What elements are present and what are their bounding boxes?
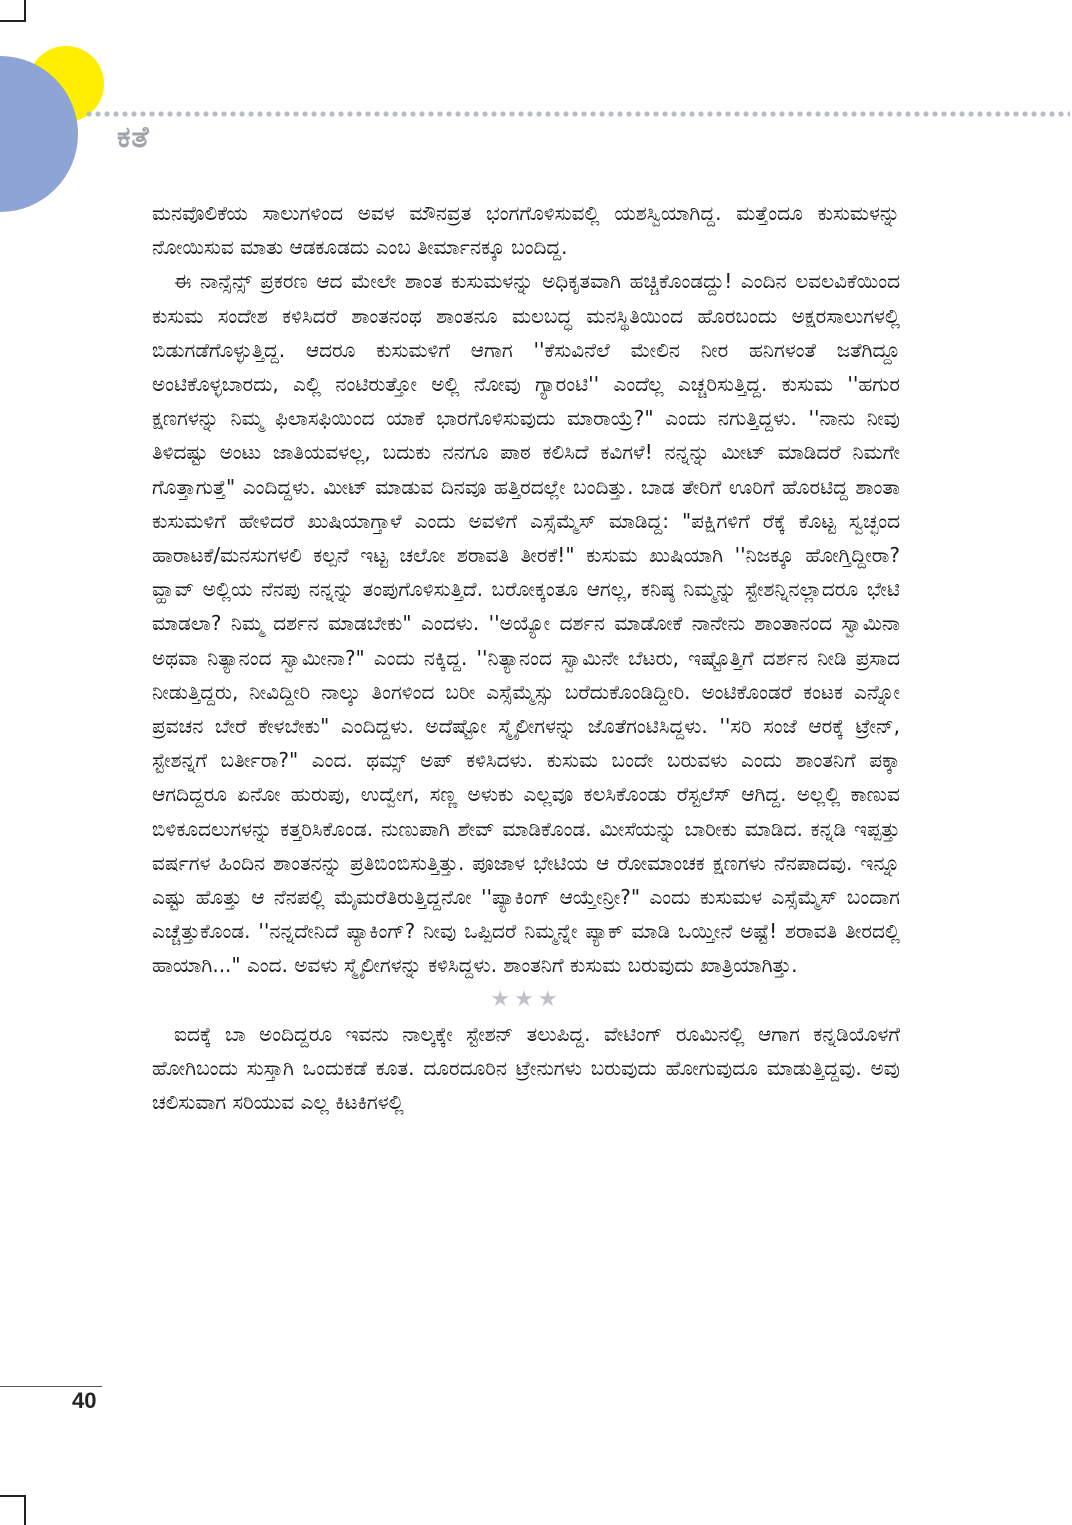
dotted-header-rule [86, 111, 1070, 119]
story-paragraph-3: ಐದಕ್ಕೆ ಬಾ ಅಂದಿದ್ದರೂ ಇವನು ನಾಲ್ಕಕ್ಕೇ ಸ್ಟೇಶನ್ ತಲುಪಿದ್ದ. ವೇಟಿಂಗ್ ರೂಮಿನಲ್ಲಿ ಆಗಾಗ ಕನ್ನಡಿಯೊಳಗೆ ಹೋಗಿಬಂದು ಸುಸ್ತಾಗಿ ಒಂದುಕಡೆ ಕೂತ. ದೂರದೂರಿನ ಟ್ರೇನುಗಳು ಬರುವುದು ಹೋಗುವುದೂ ಮಾಡುತ್ತಿದ್ದವು. ಅವು ಚಲಿಸುವಾಗ ಸರಿಯುವ ಎಲ್ಲ ಕಿಟಕಿಗಳಲ್ಲಿ [152, 1021, 900, 1115]
story-paragraph-1: ಮನವೊಲಿಕೆಯ ಸಾಲುಗಳಿಂದ ಅವಳ ಮೌನವ್ರತ ಭಂಗಗೊಳಿಸುವಲ್ಲಿ ಯಶಸ್ವಿಯಾಗಿದ್ದ. ಮತ್ತೆಂದೂ ಕುಸುಮಳನ್ನು ನೋಯಿಸುವ ಮಾತು ಆಡಕೂಡದು ಎಂಬ ತೀರ್ಮಾನಕ್ಕೂ ಬಂದಿದ್ದ. [152, 201, 900, 260]
crop-mark-bottom-horizontal [0, 1495, 26, 1497]
crop-mark-top-horizontal [0, 20, 26, 22]
footer-rule [0, 1386, 102, 1387]
crop-mark-top [24, 0, 26, 22]
section-separator-stars: ★★★ [490, 986, 562, 1012]
crop-mark-bottom [24, 1495, 26, 1525]
story-body [152, 196, 900, 1119]
page-number: 40 [72, 1388, 97, 1413]
section-label: ಕತೆ [117, 120, 150, 155]
story-paragraph-2: ಈ ನಾನ್ಸೆನ್ಸ್ ಪ್ರಕರಣ ಆದ ಮೇಲೇ ಶಾಂತ ಕುಸುಮಳನ್ನು ಅಧಿಕೃತವಾಗಿ ಹಚ್ಚಿಕೊಂಡದ್ದು! ಎಂದಿನ ಲವಲವಿಕೆಯಿಂದ ಕುಸುಮ ಸಂದೇಶ ಕಳಿಸಿದರೆ ಶಾಂತನಂಥ ಶಾಂತನೂ ಮಲಬದ್ಧ ಮನಸ್ಥಿತಿಯಿಂದ ಹೊರಬಂದು ಅಕ್ಷರಸಾಲುಗಳಲ್ಲಿ ಬಿಡುಗಡೆಗೊಳ್ಳುತ್ತಿದ್ದ. ಆದರೂ ಕುಸುಮಳಿಗೆ ಆಗಾಗ ''ಕೆಸುವಿನೆಲೆ ಮೇಲಿನ ನೀರ ಹನಿಗಳಂತೆ ಜತೆಗಿದ್ದೂ ಅಂಟಿಕೊಳ್ಳಬಾರದು, ಎಲ್ಲಿ ನಂಟಿರುತ್ತೋ ಅಲ್ಲಿ ನೋವು ಗ್ಯಾರಂಟಿ'' ಎಂದೆಲ್ಲ ಎಚ್ಚರಿಸುತ್ತಿದ್ದ. ಕುಸುಮ ''ಹಗುರ ಕ್ಷಣಗಳನ್ನು ನಿಮ್ಮ ಫಿಲಾಸಫಿಯಿಂದ ಯಾಕೆ ಭಾರಗೊಳಿಸುವುದು ಮಾರಾಯ್ರೆ?" ಎಂದು ನಗುತ್ತಿದ್ದಳು. ''ನಾನು ನೀವು ತಿಳಿದಷ್ಟು ಅಂಟು ಜಾತಿಯವಳಲ್ಲ, ಬದುಕು ನನಗೂ ಪಾಠ ಕಲಿಸಿದೆ ಕವಿಗಳೆ! ನನ್ನನ್ನು ಮೀಟ್ ಮಾಡಿದರೆ ನಿಮಗೇ ಗೊತ್ತಾಗುತ್ತೆ" ಎಂದಿದ್ದಳು. ಮೀಟ್ ಮಾಡುವ ದಿನವೂ ಹತ್ತಿರದಲ್ಲೇ ಬಂದಿತ್ತು. ಬಾಡ ತೇರಿಗೆ ಊರಿಗೆ ಹೊರಟಿದ್ದ ಶಾಂತಾ ಕುಸುಮಳಿಗೆ ಹೇಳಿದರೆ ಖುಷಿಯಾಗ್ತಾಳೆ ಎಂದು ಅವಳಿಗೆ ಎಸ್ಸೆಮ್ಮೆಸ್ ಮಾಡಿದ್ದ: "ಪಕ್ಷಿಗಳಿಗೆ ರೆಕ್ಕೆ ಕೊಟ್ಟ ಸ್ವಚ್ಛಂದ ಹಾರಾಟಕೆ/ಮನಸುಗಳಲಿ ಕಲ್ಪನೆ ಇಟ್ಟ ಚಲೋ ಶರಾವತಿ ತೀರಕೆ!" ಕುಸುಮ ಖುಷಿಯಾಗಿ ''ನಿಜಕ್ಕೂ ಹೋಗ್ತಿದ್ದೀರಾ? ವ್ಹಾವ್ ಅಲ್ಲಿಯ ನೆನಪು ನನ್ನನ್ನು ತಂಪುಗೊಳಿಸುತ್ತಿದೆ. ಬರೋಕ್ಕಂತೂ ಆಗಲ್ಲ, ಕನಿಷ್ಠ ನಿಮ್ಮನ್ನು ಸ್ಟೇಶನ್ನಿನಲ್ಲಾದರೂ ಭೇಟಿ ಮಾಡಲಾ? ನಿಮ್ಮ ದರ್ಶನ ಮಾಡಬೇಕು" ಎಂದಳು. ''ಅಯ್ಯೋ ದರ್ಶನ ಮಾಡೋಕೆ ನಾನೇನು ಶಾಂತಾನಂದ ಸ್ವಾಮಿನಾ ಅಥವಾ ನಿತ್ಯಾನಂದ ಸ್ವಾಮೀನಾ?" ಎಂದು ನಕ್ಕಿದ್ದ. ''ನಿತ್ಯಾನಂದ ಸ್ವಾಮಿನೇ ಬೆಟರು, ಇಷ್ಟೊತ್ತಿಗೆ ದರ್ಶನ ನೀಡಿ ಪ್ರಸಾದ ನೀಡುತ್ತಿದ್ದರು, ನೀವಿದ್ದೀರಿ ನಾಲ್ಕು ತಿಂಗಳಿಂದ ಬರೀ ಎಸ್ಸೆಮ್ಮೆಸ್ಸು ಬರೆದುಕೊಂಡಿದ್ದೀರಿ. ಅಂಟಿಕೊಂಡರೆ ಕಂಟಕ ಎನ್ನೋ ಪ್ರವಚನ ಬೇರೆ ಕೇಳಬೇಕು" ಎಂದಿದ್ದಳು. ಅದೆಷ್ಟೋ ಸ್ಮೈಲೀಗಳನ್ನು ಜೊತೆಗಂಟಿಸಿದ್ದಳು. ''ಸರಿ ಸಂಜೆ ಆರಕ್ಕೆ ಟ್ರೇನ್, ಸ್ಟೇಶನ್ನಗೆ ಬರ್ತೀರಾ?" ಎಂದ. ಥಮ್ಸ್ ಅಪ್ ಕಳಿಸಿದಳು. ಕುಸುಮ ಬಂದೇ ಬರುವಳು ಎಂದು ಶಾಂತನಿಗೆ ಪಕ್ಕಾ ಆಗದಿದ್ದರೂ ಏನೋ ಹುರುಪು, ಉದ್ವೇಗ, ಸಣ್ಣ ಅಳುಕು ಎಲ್ಲವೂ ಕಲಸಿಕೊಂಡು ರೆಸ್ಟಲೆಸ್ ಆಗಿದ್ದ. ಅಲ್ಲಲ್ಲಿ ಕಾಣುವ ಬಿಳಿಕೂದಲುಗಳನ್ನು ಕತ್ತರಿಸಿಕೊಂಡ. ನುಣುಪಾಗಿ ಶೇವ್ ಮಾಡಿಕೊಂಡ. ಮೀಸೆಯನ್ನು ಬಾರೀಕು ಮಾಡಿದ. ಕನ್ನಡಿ ಇಪ್ಪತ್ತು ವರ್ಷಗಳ ಹಿಂದಿನ ಶಾಂತನನ್ನು ಪ್ರತಿಬಿಂಬಿಸುತ್ತಿತ್ತು. ಪೂಜಾಳ ಭೇಟಿಯ ಆ ರೋಮಾಂಚಕ ಕ್ಷಣಗಳು ನೆನಪಾದವು. ಇನ್ನೂ ಎಷ್ಟು ಹೊತ್ತು ಆ ನೆನಪಲ್ಲಿ ಮೈಮರೆತಿರುತ್ತಿದ್ದನೋ ''ಪ್ಯಾಕಿಂಗ್ ಆಯ್ತೇನ್ರೀ?" ಎಂದು ಕುಸುಮಳ ಎಸ್ಸೆಮ್ಮೆಸ್ ಬಂದಾಗ ಎಚ್ಚೆತ್ತುಕೊಂಡ. ''ನನ್ನದೇನಿದೆ ಪ್ಯಾಕಿಂಗ್? ನೀವು ಒಪ್ಪಿದರೆ ನಿಮ್ಮನ್ನೇ ಪ್ಯಾಕ್ ಮಾಡಿ ಒಯ್ತೀನೆ ಅಷ್ಟೆ! ಶರಾವತಿ ತೀರದಲ್ಲಿ ಹಾಯಾಗಿ..." ಎಂದ. ಅವಳು ಸ್ಮೈಲೀಗಳನ್ನು ಕಳಿಸಿದ್ದಳು. ಶಾಂತನಿಗೆ ಕುಸುಮ ಬರುವುದು ಖಾತ್ರಿಯಾಗಿತ್ತು. [152, 269, 900, 978]
